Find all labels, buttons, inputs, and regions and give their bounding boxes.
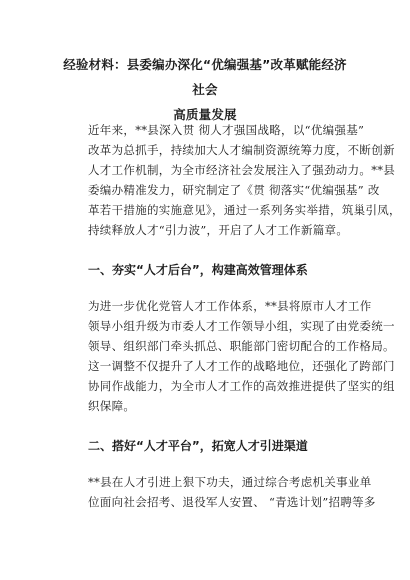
intro-line: 人才工作机制，为全市经济社会发展注入了强劲动力。**县 [88,163,396,177]
intro-line: 委编办精准发力，研究制定了《贯 彻落实“优编强基” 改 [88,183,380,197]
section1-line: 协同作战能力，为全市人才工作的高效推进提供了坚实的组 [88,379,395,393]
section1-line: 领导、组织部门牵头抓总、职能部门密切配合的工作格局。 [88,339,395,353]
section1-line: 为进一步优化党管人才工作体系，**县将原市人才工作 [88,299,372,313]
section1-line: 领导小组升级为市委人才工作领导小组，实现了由党委统一 [88,319,395,333]
intro-line: 持续释放人才“引力波”，开启了人才工作新篇章。 [88,223,349,237]
section2-line: 位面向社会招考、退役军人安置、 “青选计划”招聘等多 [88,495,376,509]
section2-line: **县在人才引进上狠下功夫，通过综合考虑机关事业单 [88,475,372,489]
section1-line: 这一调整不仅提升了人才工作的战略地位，还强化了跨部门 [88,359,395,373]
section-heading-2: 二、搭好“人才平台”，拓宽人才引进渠道 [88,439,308,453]
title-line-2: 高质量发展 [173,107,237,122]
section1-line: 织保障。 [88,399,136,413]
section-heading-1: 一、夯实“人才后台”，构建高效管理体系 [88,263,308,277]
intro-line: 革若干措施的实施意见》，通过一系列务实举措，筑巢引凤， [88,203,401,217]
document-title [60,52,350,127]
intro-line: 改革为总抓手，持续加大人才编制资源统筹力度，不断创新 [88,143,395,157]
intro-line: 近年来，**县深入贯 彻人才强国战略，以“优编强基” [88,123,365,137]
title-line-1: 经验材料：县委编办深化“优编强基”改革赋能经济社会 [63,57,347,97]
